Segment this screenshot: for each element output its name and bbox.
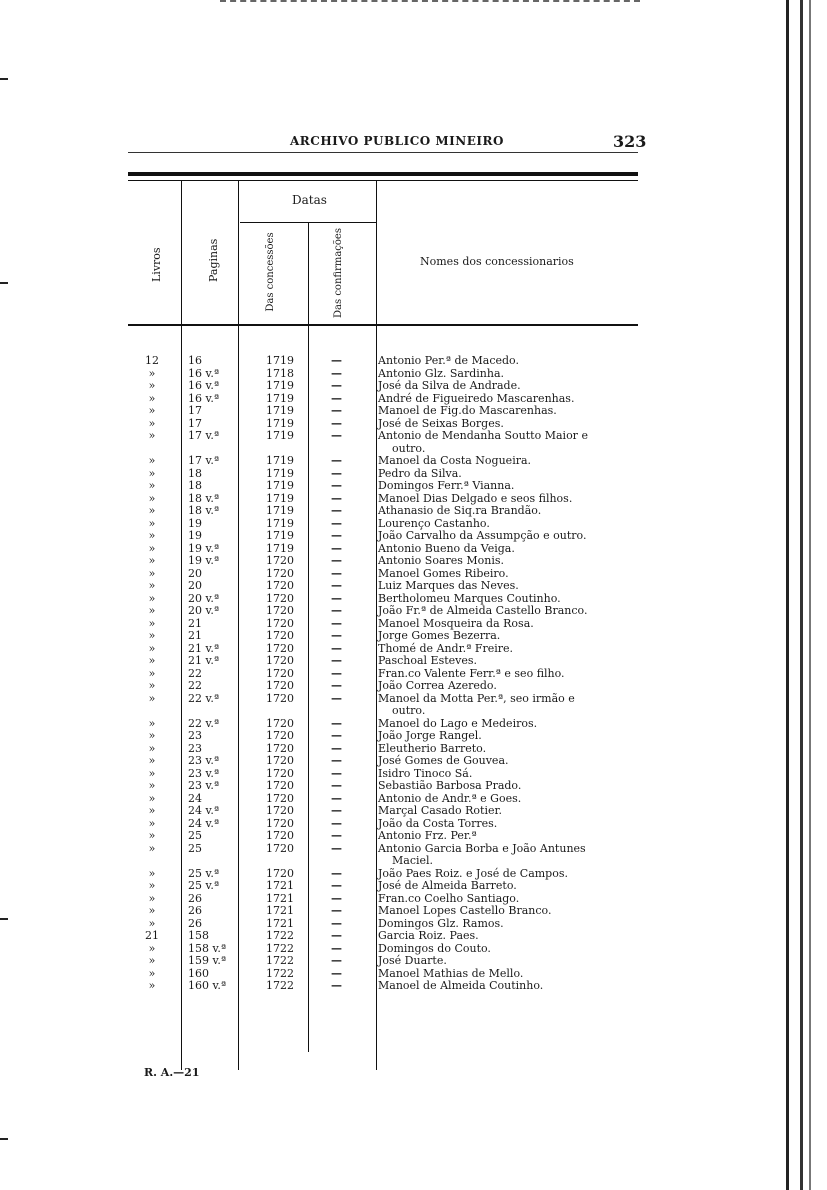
livro-cell: » (148, 654, 156, 667)
confirmacao-cell: — (331, 379, 342, 392)
pagina-cell: 160 (188, 966, 209, 980)
concessao-cell: 1722 (266, 979, 294, 992)
confirmacao-cell: — (331, 891, 342, 905)
table-top-rule (128, 172, 638, 176)
concessao-cell: 1719 (266, 491, 294, 505)
concessao-cell: 1720 (266, 766, 294, 780)
confirmacao-cell: — (331, 454, 342, 467)
concessao-cell: 1720 (266, 629, 294, 642)
concessao-cell: 1720 (266, 804, 294, 817)
pagina-cell: 18 (188, 479, 202, 492)
concessao-cell: 1722 (266, 929, 294, 942)
pagina-cell: 21 v.ª (188, 654, 220, 667)
confirmacao-cell: — (331, 591, 342, 605)
pagina-cell: 19 v.ª (188, 554, 220, 567)
livro-cell: » (148, 591, 156, 605)
pagina-cell: 24 v.ª (188, 804, 220, 817)
concessao-cell: 1720 (266, 554, 294, 567)
pagina-cell: 26 (188, 904, 202, 917)
nome-cell: Antonio Per.ª de Macedo. (378, 354, 519, 367)
confirmacao-cell: — (331, 804, 342, 817)
page-number: 323 (613, 132, 647, 151)
nome-cell: Domingos Glz. Ramos. (378, 916, 504, 930)
confirmacao-cell: — (331, 529, 342, 542)
nome-cell: Antonio Bueno da Veiga. (378, 541, 515, 555)
livro-cell: » (148, 416, 156, 430)
pagina-cell: 22 (188, 679, 202, 692)
livro-cell: » (148, 641, 156, 655)
concessao-cell: 1719 (266, 504, 294, 517)
pagina-cell: 20 v.ª (188, 604, 220, 617)
concessao-cell: 1720 (266, 566, 294, 580)
datas-rule (240, 222, 376, 223)
concessao-cell: 1720 (266, 716, 294, 730)
margin-mark (0, 1138, 8, 1140)
concessao-cell: 1721 (266, 904, 294, 917)
pagina-cell: 25 v.ª (188, 879, 220, 892)
nome-cell: Antonio Soares Monis. (378, 554, 505, 567)
nome-cell: Lourenço Castanho. (378, 516, 490, 530)
nome-cell: Pedro da Silva. (378, 466, 462, 480)
nome-cell: Fran.co Coelho Santiago. (378, 891, 520, 905)
livro-cell: » (148, 979, 156, 992)
confirmacao-cell: — (331, 641, 342, 655)
livro-cell: 21 (145, 929, 159, 942)
nome-cell: José Duarte. (378, 954, 447, 967)
confirmacao-cell: — (331, 491, 342, 505)
pagina-cell: 19 v.ª (188, 541, 220, 555)
livro-cell: » (148, 879, 156, 892)
confirmacao-cell: — (331, 954, 342, 967)
concessao-cell: 1720 (266, 754, 294, 767)
livro-cell: » (148, 379, 156, 392)
concessao-cell: 1722 (266, 941, 294, 955)
livro-cell: » (148, 479, 156, 492)
nome-cell: Manoel do Lago e Medeiros. (378, 716, 538, 730)
confirmacao-cell: — (331, 366, 342, 380)
concessao-cell: 1720 (266, 679, 294, 692)
confirmacao-cell: — (331, 391, 342, 405)
livro-cell: » (148, 491, 156, 505)
pagina-cell: 17 v.ª (188, 429, 220, 442)
nome-cell: Isidro Tinoco Sá. (378, 766, 473, 780)
confirmacao-cell: — (331, 916, 342, 930)
confirmacao-cell: — (331, 604, 342, 617)
livro-cell: » (148, 816, 156, 830)
confirmacao-cell: — (331, 829, 342, 842)
concessao-cell: 1719 (266, 529, 294, 542)
concessao-cell: 1720 (266, 816, 294, 830)
pagina-cell: 160 v.ª (188, 979, 227, 992)
concessao-cell: 1719 (266, 404, 294, 417)
confirmacao-cell: — (331, 554, 342, 567)
nome-cell: Jorge Gomes Bezerra. (378, 629, 501, 642)
pagina-cell: 18 (188, 466, 202, 480)
confirmacao-cell: — (331, 541, 342, 555)
table-row (0, 429, 827, 443)
livro-cell: » (148, 691, 156, 705)
concessao-cell: 1722 (266, 966, 294, 980)
nome-cell: Marçal Casado Rotier. (378, 804, 503, 817)
confirmacao-cell: — (331, 791, 342, 805)
pagina-cell: 16 v.ª (188, 391, 220, 405)
confirmacao-cell: — (331, 629, 342, 642)
pagina-cell: 26 (188, 891, 202, 905)
nome-cell: Fran.co Valente Ferr.ª e seo filho. (378, 666, 565, 680)
livro-cell: » (148, 804, 156, 817)
livro-cell: » (148, 666, 156, 680)
confirmacao-cell: — (331, 466, 342, 480)
margin-mark (0, 78, 8, 80)
nome-continuation: outro. (392, 441, 426, 455)
concessao-cell: 1720 (266, 729, 294, 742)
livro-cell: » (148, 604, 156, 617)
nome-cell: Thomé de Andr.ª Freire. (378, 641, 514, 655)
confirmacao-cell: — (331, 479, 342, 492)
concessao-cell: 1719 (266, 354, 294, 367)
concessao-cell: 1720 (266, 591, 294, 605)
page-header-title: ARCHIVO PUBLICO MINEIRO (290, 134, 504, 148)
livro-cell: » (148, 404, 156, 417)
confirmacao-cell: — (331, 929, 342, 942)
concessao-cell: 1719 (266, 379, 294, 392)
pagina-cell: 16 (188, 354, 202, 367)
concessao-cell: 1720 (266, 654, 294, 667)
pagina-cell: 22 v.ª (188, 691, 220, 705)
confirmacao-cell: — (331, 879, 342, 892)
livro-cell: » (148, 741, 156, 755)
pagina-cell: 22 v.ª (188, 716, 220, 730)
confirmacao-cell: — (331, 729, 342, 742)
livro-cell: » (148, 554, 156, 567)
concessao-cell: 1720 (266, 841, 294, 855)
pagina-cell: 158 v.ª (188, 941, 227, 955)
livro-cell: » (148, 966, 156, 980)
pagina-cell: 17 v.ª (188, 454, 220, 467)
concessao-cell: 1720 (266, 791, 294, 805)
margin-mark (0, 282, 8, 284)
confirmacao-cell: — (331, 979, 342, 992)
livro-cell: » (148, 579, 156, 592)
livro-cell: » (148, 729, 156, 742)
nome-cell: Antonio de Mendanha Soutto Maior e (378, 429, 588, 442)
nome-cell: João Fr.ª de Almeida Castello Branco. (378, 604, 588, 617)
nome-cell: Antonio Garcia Borba e João Antunes (378, 841, 586, 855)
nome-cell: Domingos do Couto. (378, 941, 491, 955)
concessao-cell: 1719 (266, 541, 294, 555)
concessao-cell: 1720 (266, 579, 294, 592)
nome-cell: Manoel Lopes Castello Branco. (378, 904, 552, 917)
concessao-cell: 1720 (266, 741, 294, 755)
livro-cell: » (148, 429, 156, 442)
confirmacao-cell: — (331, 741, 342, 755)
livro-cell: » (148, 954, 156, 967)
header-nomes: Nomes dos concessionarios (420, 255, 574, 268)
confirmacao-cell: — (331, 866, 342, 880)
confirmacao-cell: — (331, 354, 342, 367)
nome-cell: Paschoal Esteves. (378, 654, 478, 667)
livro-cell: » (148, 766, 156, 780)
nome-cell: André de Figueiredo Mascarenhas. (378, 391, 575, 405)
header-concessoes: Das concessões (265, 232, 276, 312)
pagina-cell: 18 v.ª (188, 491, 220, 505)
livro-cell: » (148, 716, 156, 730)
nome-cell: João Paes Roiz. e José de Campos. (378, 866, 568, 880)
livro-cell: » (148, 829, 156, 842)
confirmacao-cell: — (331, 754, 342, 767)
confirmacao-cell: — (331, 841, 342, 855)
concessao-cell: 1720 (266, 829, 294, 842)
nome-cell: João Carvalho da Assumpção e outro. (378, 529, 587, 542)
table-top-rule-thin (128, 180, 638, 181)
livro-cell: » (148, 904, 156, 917)
confirmacao-cell: — (331, 504, 342, 517)
livro-cell: » (148, 454, 156, 467)
nome-cell: Manoel Mathias de Mello. (378, 966, 524, 980)
pagina-cell: 17 (188, 404, 202, 417)
confirmacao-cell: — (331, 404, 342, 417)
header-livros: Livros (150, 247, 163, 282)
livro-cell: » (148, 616, 156, 630)
confirmacao-cell: — (331, 941, 342, 955)
pagina-cell: 16 v.ª (188, 379, 220, 392)
pagina-cell: 20 v.ª (188, 591, 220, 605)
livro-cell: » (148, 941, 156, 955)
nome-cell: João Jorge Rangel. (378, 729, 482, 742)
nome-cell: Athanasio de Siq.ra Brandão. (378, 504, 542, 517)
confirmacao-cell: — (331, 616, 342, 630)
nome-cell: Manoel de Fig.do Mascarenhas. (378, 404, 557, 417)
nome-cell: Manoel Dias Delgado e seos filhos. (378, 491, 573, 505)
header-datas: Datas (292, 193, 327, 207)
pagina-cell: 158 (188, 929, 209, 942)
nome-cell: Manoel Gomes Ribeiro. (378, 566, 509, 580)
pagina-cell: 23 (188, 741, 202, 755)
livro-cell: » (148, 529, 156, 542)
livro-cell: » (148, 891, 156, 905)
nome-cell: Sebastião Barbosa Prado. (378, 779, 522, 792)
concessao-cell: 1720 (266, 779, 294, 792)
pagina-cell: 19 (188, 529, 202, 542)
concessao-cell: 1720 (266, 604, 294, 617)
confirmacao-cell: — (331, 904, 342, 917)
pagina-cell: 22 (188, 666, 202, 680)
livro-cell: » (148, 916, 156, 930)
livro-cell: » (148, 541, 156, 555)
concessao-cell: 1719 (266, 479, 294, 492)
concessao-cell: 1719 (266, 466, 294, 480)
pagina-cell: 25 v.ª (188, 866, 220, 880)
livro-cell: » (148, 791, 156, 805)
confirmacao-cell: — (331, 966, 342, 980)
pagina-cell: 20 (188, 579, 202, 592)
pagina-cell: 21 (188, 629, 202, 642)
confirmacao-cell: — (331, 816, 342, 830)
concessao-cell: 1721 (266, 879, 294, 892)
concessao-cell: 1719 (266, 516, 294, 530)
concessao-cell: 1722 (266, 954, 294, 967)
nome-cell: Domingos Ferr.ª Vianna. (378, 479, 515, 492)
concessao-cell: 1719 (266, 429, 294, 442)
pagina-cell: 23 v.ª (188, 766, 220, 780)
concessao-cell: 1718 (266, 366, 294, 380)
concessao-cell: 1719 (266, 416, 294, 430)
livro-cell: » (148, 866, 156, 880)
header-paginas: Paginas (207, 238, 220, 282)
nome-continuation: outro. (392, 704, 426, 717)
concessao-cell: 1721 (266, 916, 294, 930)
confirmacao-cell: — (331, 666, 342, 680)
pagina-cell: 21 v.ª (188, 641, 220, 655)
header-bottom-rule (128, 324, 638, 326)
pagina-cell: 25 (188, 841, 202, 855)
nome-cell: José de Almeida Barreto. (378, 879, 517, 892)
concessao-cell: 1720 (266, 616, 294, 630)
concessao-cell: 1719 (266, 454, 294, 467)
nome-cell: Antonio de Andr.ª e Goes. (378, 791, 522, 805)
concessao-cell: 1721 (266, 891, 294, 905)
livro-cell: » (148, 504, 156, 517)
livro-cell: » (148, 629, 156, 642)
nome-cell: Antonio Frz. Per.ª (378, 829, 477, 842)
confirmacao-cell: — (331, 766, 342, 780)
pagina-cell: 24 (188, 791, 202, 805)
pagina-cell: 23 (188, 729, 202, 742)
confirmacao-cell: — (331, 579, 342, 592)
nome-cell: Manoel da Motta Per.ª, seo irmão e (378, 691, 575, 705)
concessao-cell: 1720 (266, 641, 294, 655)
nome-cell: Garcia Roiz. Paes. (378, 929, 479, 942)
pagina-cell: 19 (188, 516, 202, 530)
pagina-cell: 16 v.ª (188, 366, 220, 380)
confirmacao-cell: — (331, 654, 342, 667)
concessao-cell: 1720 (266, 691, 294, 705)
confirmacao-cell: — (331, 566, 342, 580)
nome-cell: Eleutherio Barreto. (378, 741, 487, 755)
pagina-cell: 21 (188, 616, 202, 630)
concessao-cell: 1720 (266, 866, 294, 880)
livro-cell: » (148, 779, 156, 792)
nome-cell: José Gomes de Gouvea. (378, 754, 509, 767)
livro-cell: 12 (145, 354, 159, 367)
livro-cell: » (148, 566, 156, 580)
signature-mark: R. A.—21 (144, 1066, 200, 1079)
nome-cell: Manoel da Costa Nogueira. (378, 454, 532, 467)
confirmacao-cell: — (331, 779, 342, 792)
confirmacao-cell: — (331, 429, 342, 442)
livro-cell: » (148, 366, 156, 380)
nome-cell: José da Silva de Andrade. (378, 379, 521, 392)
nome-cell: João da Costa Torres. (378, 816, 498, 830)
nome-cell: Bertholomeu Marques Coutinho. (378, 591, 561, 605)
top-edge-dash (220, 0, 640, 6)
concessao-cell: 1719 (266, 391, 294, 405)
pagina-cell: 25 (188, 829, 202, 842)
confirmacao-cell: — (331, 716, 342, 730)
pagina-cell: 20 (188, 566, 202, 580)
nome-cell: João Correa Azeredo. (378, 679, 497, 692)
nome-cell: Manoel Mosqueira da Rosa. (378, 616, 534, 630)
pagina-cell: 23 v.ª (188, 779, 220, 792)
pagina-cell: 26 (188, 916, 202, 930)
nome-cell: Luiz Marques das Neves. (378, 579, 519, 592)
livro-cell: » (148, 841, 156, 855)
pagina-cell: 18 v.ª (188, 504, 220, 517)
confirmacao-cell: — (331, 416, 342, 430)
confirmacao-cell: — (331, 516, 342, 530)
pagina-cell: 159 v.ª (188, 954, 227, 967)
nome-cell: José de Seixas Borges. (378, 416, 504, 430)
nome-cell: Manoel de Almeida Coutinho. (378, 979, 544, 992)
confirmacao-cell: — (331, 679, 342, 692)
nome-cell: Antonio Glz. Sardinha. (378, 366, 505, 380)
livro-cell: » (148, 391, 156, 405)
pagina-cell: 23 v.ª (188, 754, 220, 767)
livro-cell: » (148, 754, 156, 767)
livro-cell: » (148, 466, 156, 480)
table-row (0, 979, 827, 993)
confirmacao-cell: — (331, 691, 342, 705)
pagina-cell: 17 (188, 416, 202, 430)
pagina-cell: 24 v.ª (188, 816, 220, 830)
livro-cell: » (148, 516, 156, 530)
concessao-cell: 1720 (266, 666, 294, 680)
nome-continuation: Maciel. (392, 854, 434, 867)
livro-cell: » (148, 679, 156, 692)
header-rule (128, 152, 638, 153)
header-confirmacoes: Das confirmações (333, 228, 344, 318)
